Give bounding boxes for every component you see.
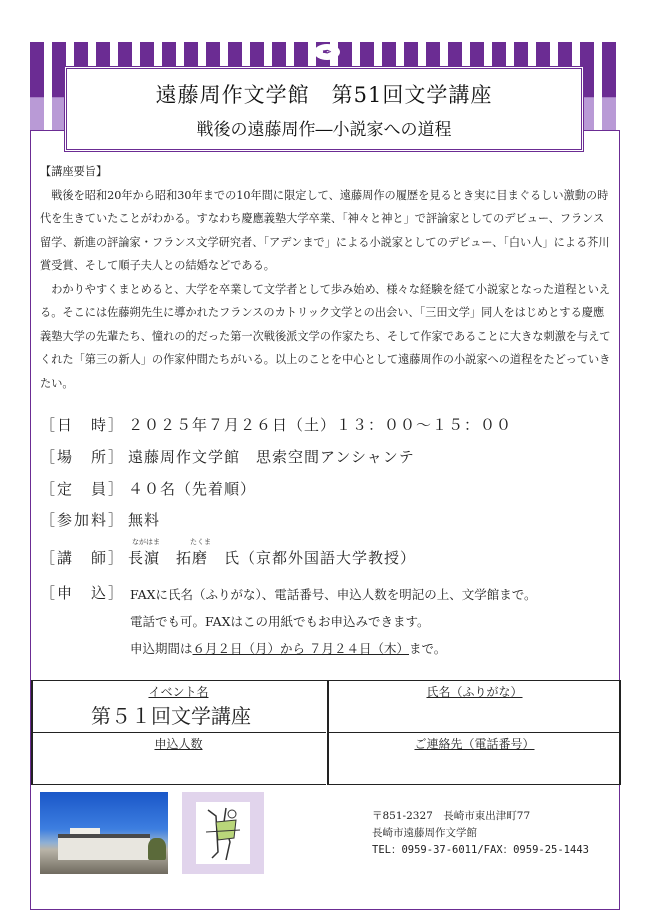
- info-row-capacity: [40, 478, 256, 499]
- date-value: ２０２５年７月２６日（土）１３：００～１５：００: [128, 416, 513, 434]
- participant-count-field[interactable]: [31, 733, 326, 785]
- info-row-date: [40, 414, 512, 435]
- event-name-value: 第５１回文学講座: [91, 704, 251, 728]
- tel-fax: TEL：0959-37-6011/FAX：0959-25-1443: [372, 844, 589, 856]
- apply-line-3: [130, 639, 446, 657]
- summary-heading: 【講座要旨】: [40, 165, 108, 178]
- author-illustration: [182, 792, 264, 874]
- place-label: ［場 所］: [40, 448, 126, 466]
- apply-period: ６月２日（月）から ７月２４日（木）: [192, 641, 409, 656]
- page-subtitle: 戦後の遠藤周作―小説家への道程: [196, 120, 452, 140]
- page-title: 遠藤周作文学館 第51回文学講座: [155, 83, 493, 107]
- lecturer-ruby-first: たくま: [190, 538, 211, 546]
- author-sketch-icon: [196, 802, 250, 864]
- apply-label: ［申 込］: [40, 584, 126, 602]
- event-name-cell: [31, 681, 326, 733]
- info-row-fee: [40, 509, 160, 530]
- museum-address: [372, 808, 589, 859]
- contact-phone-field[interactable]: [328, 733, 621, 785]
- summary-paragraph: わかりやすくまとめると、大学を卒業して文学者として歩み始め、様々な経験を経て小説家となった道程といえる。そこには佐藤朔先生に導かれたフランスのカトリック文学との出会い、「三田文学」同人をはじめとする慶應義塾大学の先輩たち、憧れの的だった第一次戦後派文学の作家たち、そして作家であることに大きな刺激を与えてくれた「第三の新人」の作家仲間たちがいる。以上のことを中心として遠藤周作の小説家への道程をたどっていきたい。: [40, 282, 611, 390]
- place-value: 遠藤周作文学館 思索空間アンシャンテ: [128, 448, 415, 466]
- lecture-summary: [40, 160, 612, 395]
- capacity-value: ４０名（先着順）: [128, 480, 257, 498]
- lecturer-label: ［講 師］: [40, 549, 126, 567]
- fee-value: 無料: [128, 511, 161, 529]
- capacity-label: ［定 員］: [40, 480, 126, 498]
- info-row-place: [40, 446, 415, 467]
- application-form: [31, 680, 621, 784]
- organization-name: 長崎市遠藤周作文学館: [372, 827, 477, 839]
- apply-period-suffix: まで。: [409, 641, 447, 656]
- postal-address: 〒851-2327 長崎市東出津町77: [372, 810, 531, 822]
- form-border-left: [31, 681, 33, 785]
- participant-count-caption: 申込人数: [154, 737, 203, 751]
- date-label: ［日 時］: [40, 416, 126, 434]
- feather-logo-icon: ✒: [314, 44, 340, 60]
- fee-label: ［参加料］: [40, 511, 126, 529]
- museum-building-photo: [40, 792, 168, 874]
- form-divider: [327, 681, 329, 785]
- apply-line-2: 電話でも可。FAXはこの用紙でもお申込みできます。: [130, 614, 430, 629]
- lecturer-value: 長濵 拓磨 氏（京都外国語大学教授）: [128, 549, 417, 567]
- info-row-apply: [40, 582, 128, 603]
- summary-paragraph: 戦後を昭和20年から昭和30年までの10年間に限定して、遠藤周作の履歴を見るとき実に目まぐるしい激動の時代を生きていたことがわかる。すなわち慶應義塾大学卒業、「神々と神と」で評論家としてのデビュー、フランス留学、新進の評論家・フランス文学研究者、「アデンまで」による小説家としてのデビュー、「白い人」による芥川賞受賞、そして順子夫人との結婚などである。: [40, 188, 610, 272]
- contact-phone-caption: ご連絡先（電話番号）: [414, 737, 535, 751]
- apply-line-1: FAXに氏名（ふりがな）、電話番号、申込人数を明記の上、文学館まで。: [130, 587, 537, 602]
- lecturer-ruby-last: ながはま: [132, 538, 160, 546]
- info-row-lecturer: [40, 547, 416, 568]
- form-border-right: [619, 681, 621, 785]
- name-field-caption: 氏名（ふりがな）: [426, 685, 523, 699]
- title-box: [64, 66, 584, 152]
- event-name-caption: イベント名: [148, 685, 209, 699]
- name-field[interactable]: [328, 681, 621, 733]
- apply-period-prefix: 申込期間は: [130, 641, 193, 656]
